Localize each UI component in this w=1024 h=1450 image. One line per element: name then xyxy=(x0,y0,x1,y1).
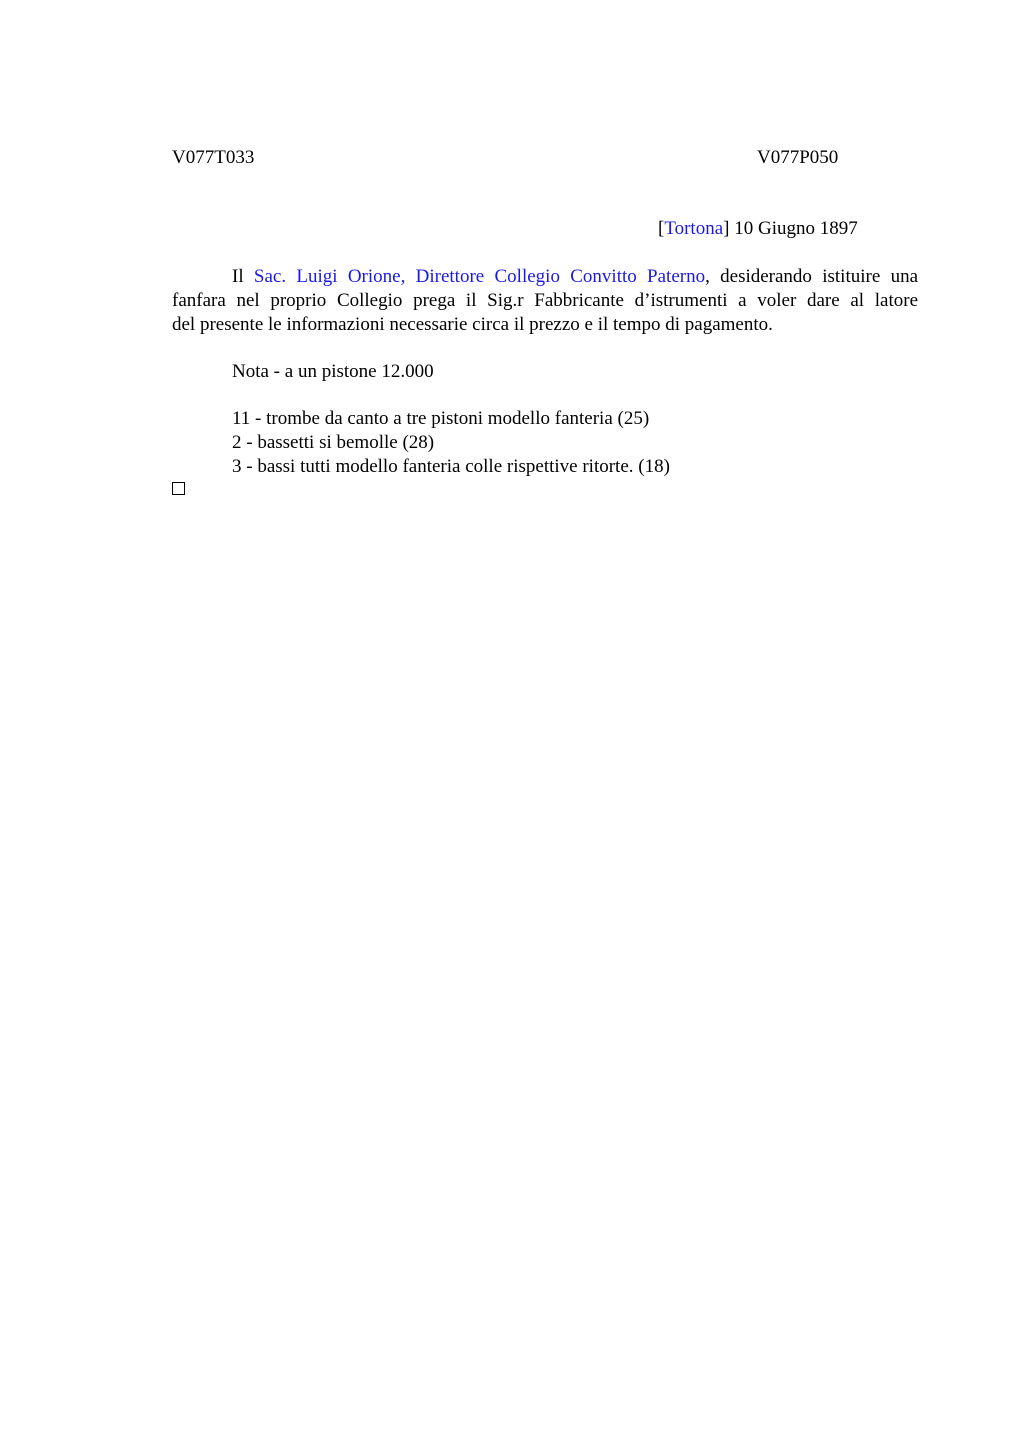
dateline xyxy=(658,217,858,241)
header-left-code: V077T033 xyxy=(172,147,255,168)
paragraph-line-1 xyxy=(172,265,918,289)
item-line: 3 - bassi tutti modello fanteria colle rispettive ritorte. (18) xyxy=(232,456,670,477)
sender-link[interactable]: Sac. Luigi Orione, Direttore Collegio Convitto Paterno xyxy=(253,266,706,287)
place-link[interactable]: Tortona xyxy=(664,218,724,239)
note-line: Nota - a un pistone 12.000 xyxy=(232,361,434,382)
dateline-date: ] 10 Giugno 1897 xyxy=(723,218,858,239)
paragraph-line-3: del presente le informazioni necessarie circa il prezzo e il tempo di pagamento. xyxy=(172,314,773,335)
paragraph-line-2: fanfara nel proprio Collegio prega il Sig.r Fabbricante d’istrumenti a voler dare al latore xyxy=(172,290,918,311)
intro-word: Il xyxy=(232,266,254,287)
item-line: 11 - trombe da canto a tre pistoni modello fanteria (25) xyxy=(232,408,650,429)
checkbox-square-icon[interactable] xyxy=(172,482,185,495)
dateline-open-bracket: [ xyxy=(658,218,665,239)
line1-rest: , desiderando istituire una xyxy=(705,266,919,287)
body-paragraph xyxy=(172,265,918,337)
header-right-code: V077P050 xyxy=(757,147,839,168)
item-line: 2 - bassetti si bemolle (28) xyxy=(232,432,435,453)
